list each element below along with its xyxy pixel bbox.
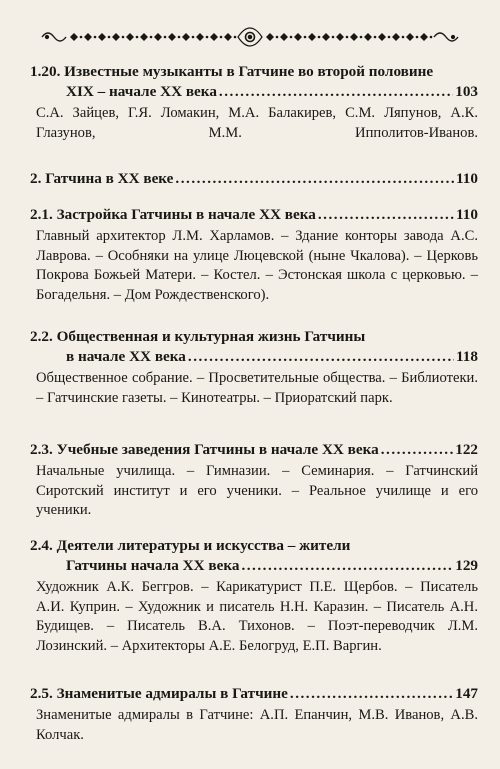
toc-entry-2-1 (30, 205, 478, 305)
entry-heading: 1.20. Известные музыканты в Гатчине во второй половине (30, 63, 434, 80)
entry-heading-line (30, 556, 478, 576)
entry-heading: 2.1. Застройка Гатчины в начале XX века (30, 206, 316, 223)
ornament-divider-icon (38, 24, 462, 50)
toc-entry-2 (30, 169, 478, 189)
entry-heading: 2.2. Общественная и культурная жизнь Гатчины (30, 328, 366, 345)
entry-heading-tail: XIX – начале XX века (66, 83, 217, 100)
entry-heading-line (30, 684, 478, 704)
toc-entry-2-2 (30, 327, 478, 408)
dot-leader (219, 82, 453, 102)
entry-heading-line (30, 347, 478, 367)
entry-heading: 2.5. Знаменитые адмиралы в Гатчине (30, 685, 288, 702)
entry-heading-line (30, 169, 478, 189)
page-number: 110 (456, 206, 478, 223)
entry-description: Общественное собрание. – Просветительные общества. – Библиотеки. – Гатчинские газеты. – Кинотеатры. – Приоратский парк. (36, 370, 478, 406)
toc-entry-2-4 (30, 536, 478, 656)
entry-heading: 2. Гатчина в XX веке (30, 170, 174, 187)
page-number: 118 (456, 348, 478, 365)
dot-leader (241, 556, 453, 576)
entry-heading-line (30, 205, 478, 225)
page-number: 103 (455, 83, 478, 100)
entry-description: Главный архитектор Л.М. Харламов. – Здание конторы завода А.С. Лаврова. – Особняки на улице Люцевской (ныне Чкалова). – Церковь Покрова Божьей Матери. – Костел. – Эстонская школа с церковью. – Богадельня. – Дом Рождественского). (36, 228, 478, 303)
dot-leader (175, 169, 454, 189)
entry-heading: 2.3. Учебные заведения Гатчины в начале XX века (30, 441, 379, 458)
dot-leader (290, 684, 453, 704)
entry-description: С.А. Зайцев, Г.Я. Ломакин, М.А. Балакирев, С.М. Ляпунов, А.К. Глазунов, М.М. Ипполитов-Иванов. (36, 105, 478, 141)
toc-entry-2-5 (30, 684, 478, 745)
entry-description: Начальные училища. – Гимназии. – Семинария. – Гатчинский Сиротский институт и его ученики. – Реальное училище и его ученики. (36, 463, 478, 519)
dot-leader (381, 440, 453, 460)
page-number: 110 (456, 170, 478, 187)
toc-entry-1-20 (30, 62, 478, 143)
dot-leader (188, 347, 454, 367)
entry-description: Художник А.К. Беггров. – Карикатурист П.Е. Щербов. – Писатель А.И. Куприн. – Художник и писатель Н.Н. Каразин. – Писатель А.Н. Будищев. – Писатель В.А. Тихонов. – Поэт-переводчик Л.М. Лозинский. – Архитекторы А.Е. Белогруд, Е.П. Варгин. (36, 579, 478, 654)
page-number: 147 (455, 685, 478, 702)
toc-entry-2-3 (30, 440, 478, 521)
page-number: 129 (455, 557, 478, 574)
entry-heading-tail: в начале XX века (66, 348, 186, 365)
entry-description: Знаменитые адмиралы в Гатчине: А.П. Епанчин, М.В. Иванов, А.В. Колчак. (36, 707, 478, 743)
entry-heading-tail: Гатчины начала XX века (66, 557, 240, 574)
entry-heading-line (30, 82, 478, 102)
dot-leader (318, 205, 454, 225)
entry-heading: 2.4. Деятели литературы и искусства – жители (30, 537, 351, 554)
page-number: 122 (455, 441, 478, 458)
entry-heading-line (30, 440, 478, 460)
